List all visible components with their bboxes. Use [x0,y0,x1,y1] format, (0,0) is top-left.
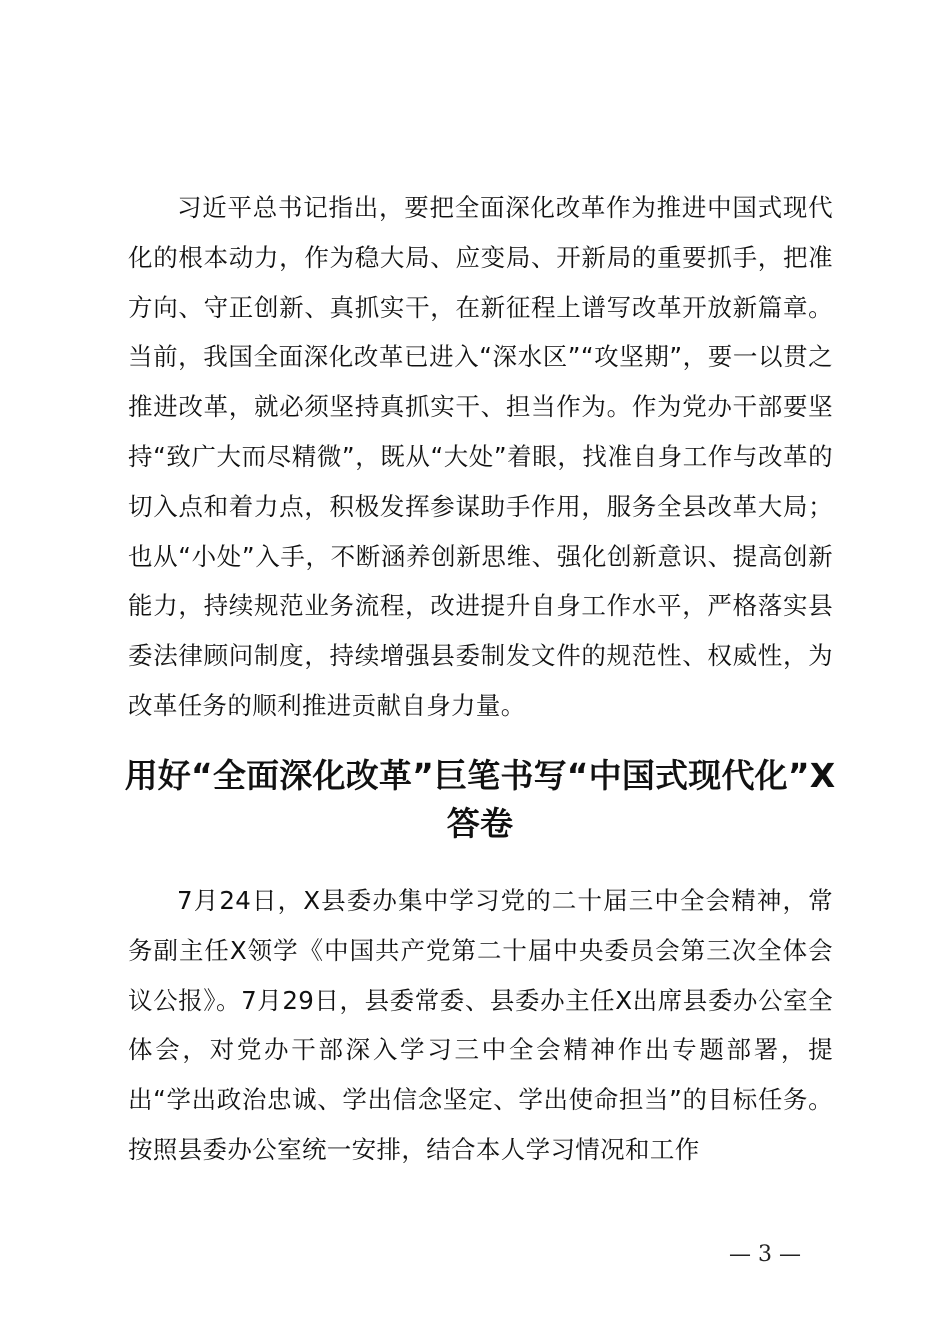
body-paragraph-2: 7月24日，X县委办集中学习党的二十届三中全会精神，常务副主任X领学《中国共产党第二十届中央委员会第三次全体会议公报》。7月29日，县委常委、县委办主任X出席县委办公室全体会，对党办干部深入学习三中全会精神作出专题部署，提出“学出政治忠诚、学出信念坚定、学出使命担当”的目标任务。按照县委办公室统一安排，结合本人学习情况和工作 [128,886,833,1164]
section-heading: 用好“全面深化改革”巨笔书写“中国式现代化”X答卷 [124,756,836,843]
page-number: — 3 — [729,1242,801,1267]
body-paragraph-1: 习近平总书记指出，要把全面深化改革作为推进中国式现代化的根本动力，作为稳大局、应变局、开新局的重要抓手，把准方向、守正创新、真抓实干，在新征程上谱写改革开放新篇章。当前，我国全面深化改革已进入“深水区”“攻坚期”，要一以贯之推进改革，就必须坚持真抓实干、担当作为。作为党办干部要坚持“致广大而尽精微”，既从“大处”着眼，找准自身工作与改革的切入点和着力点，积极发挥参谋助手作用，服务全县改革大局；也从“小处”入手，不断涵养创新思维、强化创新意识、提高创新能力，持续规范业务流程，改进提升自身工作水平，严格落实县委法律顾问制度，持续增强县委制发文件的规范性、权威性，为改革任务的顺利推进贡献自身力量。 [128,193,833,720]
